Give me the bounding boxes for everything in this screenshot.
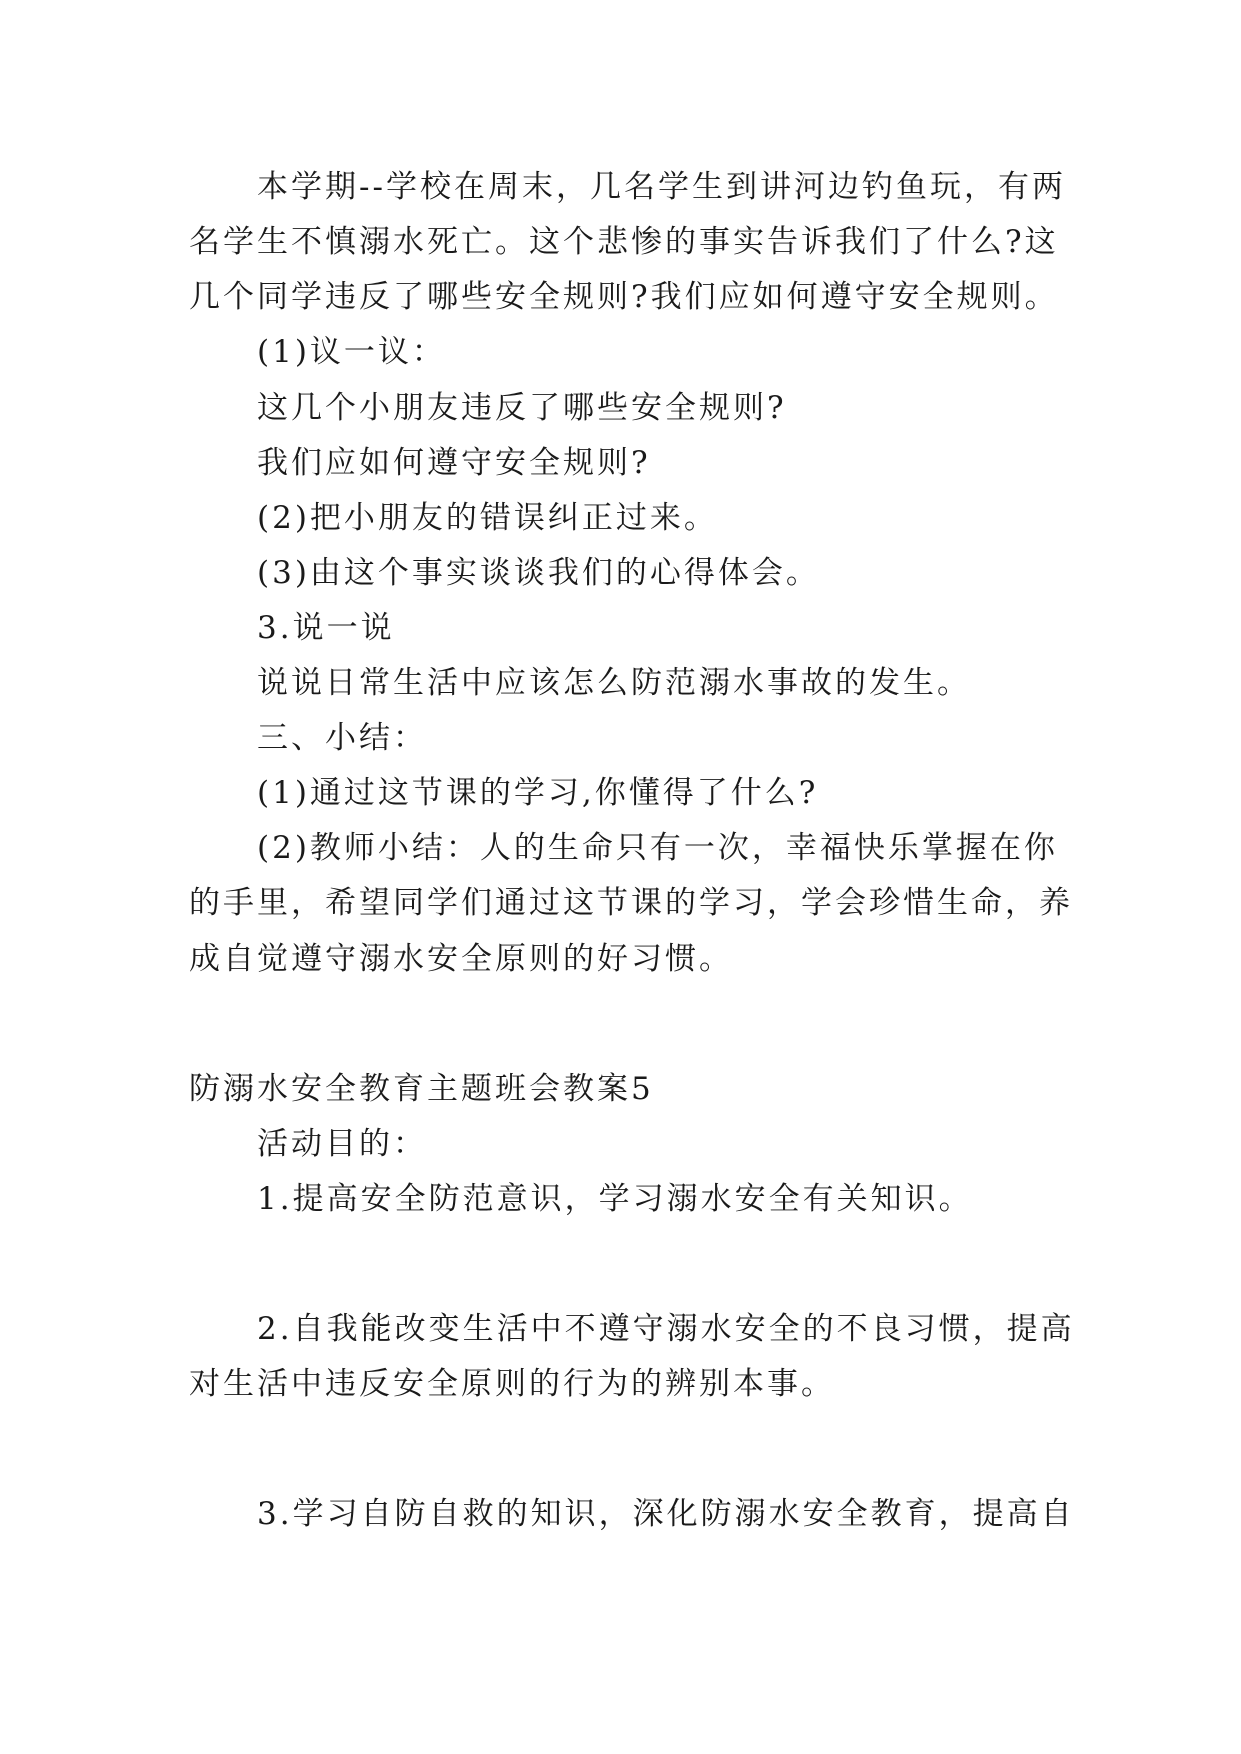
goal-item: 1.提高安全防范意识，学习溺水安全有关知识。: [257, 1181, 973, 1217]
paragraph-line: 名学生不慎溺水死亡。这个悲惨的事实告诉我们了什么?这: [189, 224, 1059, 260]
paragraph-line: 对生活中违反安全原则的行为的辨别本事。: [189, 1366, 835, 1402]
paragraph-line: 几个同学违反了哪些安全规则?我们应如何遵守安全规则。: [189, 279, 1059, 315]
list-item: (3)由这个事实谈谈我们的心得体会。: [257, 555, 820, 591]
say-heading: 3.说一说: [257, 610, 395, 646]
goal-item: 2.自我能改变生活中不遵守溺水安全的不良习惯，提高: [257, 1311, 1075, 1347]
paragraph-line: (2)教师小结：人的生命只有一次，幸福快乐掌握在你: [257, 830, 1058, 866]
paragraph-line: 本学期--学校在周末，几名学生到讲河边钓鱼玩，有两: [257, 169, 1066, 205]
summary-heading: 三、小结：: [257, 720, 427, 756]
question-line: 我们应如何遵守安全规则?: [257, 445, 651, 481]
paragraph-line: 成自觉遵守溺水安全原则的好习惯。: [189, 941, 733, 977]
question-line: 这几个小朋友违反了哪些安全规则?: [257, 390, 787, 426]
goal-heading: 活动目的：: [257, 1126, 427, 1162]
section-title: 防溺水安全教育主题班会教案5: [189, 1071, 654, 1107]
goal-item: 3.学习自防自救的知识，深化防溺水安全教育，提高自: [257, 1496, 1075, 1532]
paragraph-line: 说说日常生活中应该怎么防范溺水事故的发生。: [257, 665, 971, 701]
discuss-heading: (1)议一议：: [257, 334, 446, 370]
list-item: (1)通过这节课的学习,你懂得了什么?: [257, 775, 819, 811]
paragraph-line: 的手里，希望同学们通过这节课的学习，学会珍惜生命，养: [189, 885, 1073, 921]
list-item: (2)把小朋友的错误纠正过来。: [257, 500, 718, 536]
